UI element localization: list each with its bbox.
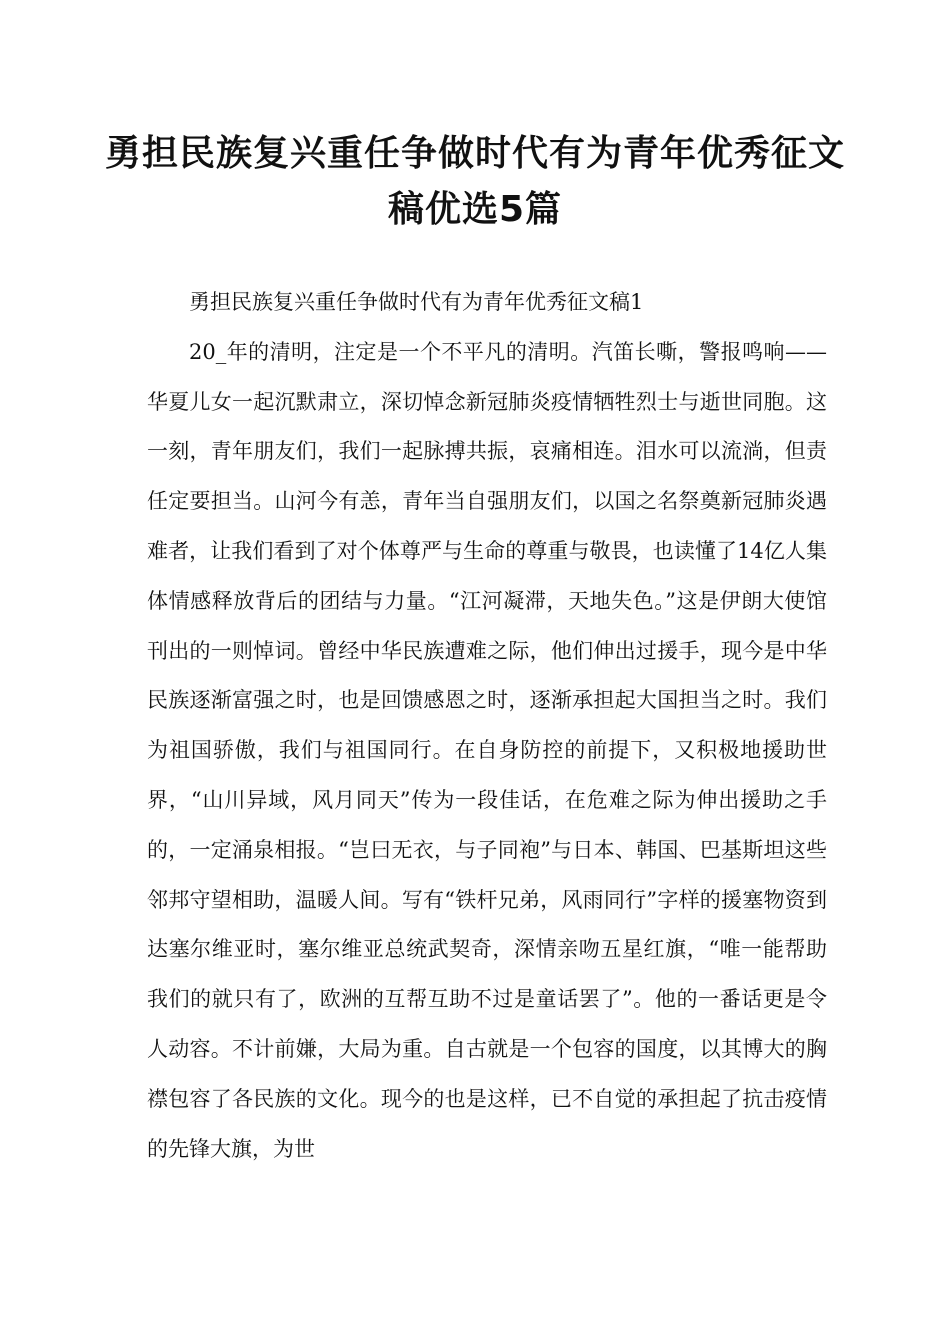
section-heading: 勇担民族复兴重任争做时代有为青年优秀征文稿1 (189, 290, 644, 314)
document-title: 勇担民族复兴重任争做时代有为青年优秀征文稿优选5篇 (104, 133, 845, 230)
document-body (147, 278, 827, 1174)
body-paragraph: 20_年的清明，注定是一个不平凡的清明。汽笛长嘶，警报鸣响——华夏儿女一起沉默肃立，深切悼念新冠肺炎疫情牺牲烈士与逝世同胞。这一刻，青年朋友们，我们一起脉搏共振，哀痛相连。泪水可以流淌，但责任定要担当。山河今有恙，青年当自强朋友们，以国之名祭奠新冠肺炎遇难者，让我们看到了对个体尊严与生命的尊重与敬畏，也读懂了14亿人集体情感释放背后的团结与力量。“江河凝滞，天地失色。”这是伊朗大使馆刊出的一则悼词。曾经中华民族遭难之际，他们伸出过援手，现今是中华民族逐渐富强之时，也是回馈感恩之时，逐渐承担起大国担当之时。我们为祖国骄傲，我们与祖国同行。在自身防控的前提下，又积极地援助世界，“山川异域，风月同天”传为一段佳话，在危难之际为伸出援助之手的，一定涌泉相报。“岂曰无衣，与子同袍”与日本、韩国、巴基斯坦这些邻邦守望相助，温暖人间。写有“铁杆兄弟，风雨同行”字样的援塞物资到达塞尔维亚时，塞尔维亚总统武契奇，深情亲吻五星红旗，“唯一能帮助我们的就只有了，欧洲的互帮互助不过是童话罢了”。他的一番话更是令人动容。不计前嫌，大局为重。自古就是一个包容的国度，以其博大的胸襟包容了各民族的文化。现今的也是这样，已不自觉的承担起了抗击疫情的先锋大旗，为世 (147, 339, 827, 1161)
